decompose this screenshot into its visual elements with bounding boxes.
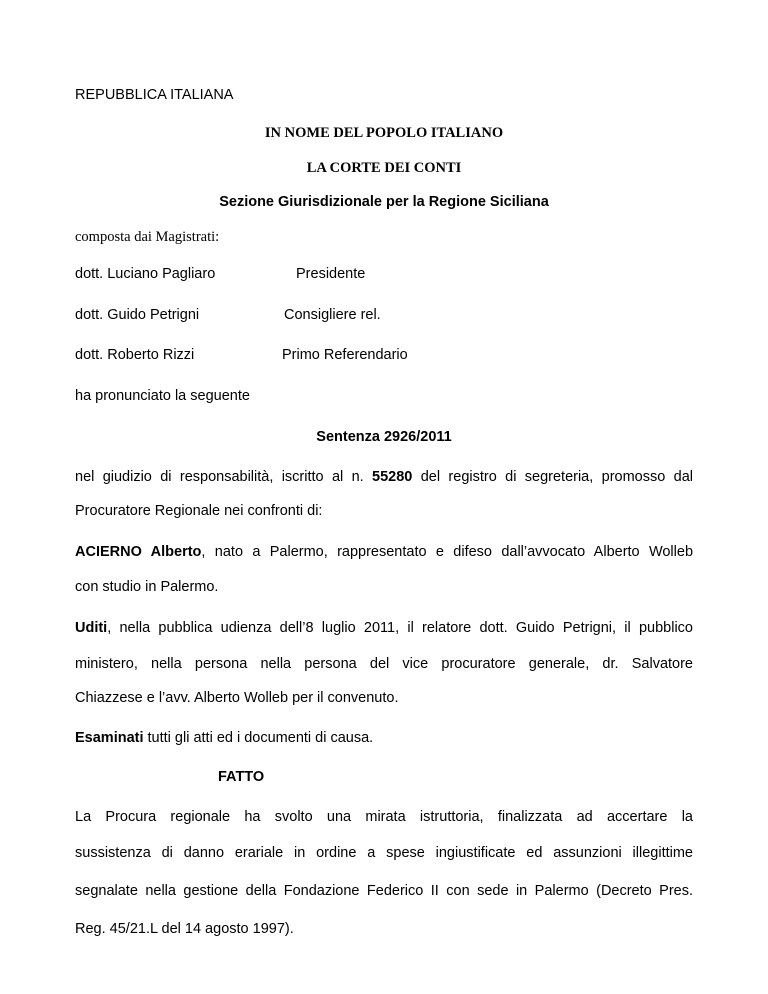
fatto-heading: FATTO <box>218 769 265 785</box>
pronounced-line: ha pronunciato la seguente <box>75 388 250 404</box>
section-heading: Sezione Giurisdizionale per la Regione Siciliana <box>219 194 549 210</box>
paragraph-line: Reg. 45/21.L del 14 agosto 1997). <box>75 921 294 937</box>
judge-name: dott. Luciano Pagliaro <box>75 266 216 282</box>
judge-name: dott. Roberto Rizzi <box>75 347 195 363</box>
paragraph-line: segnalate nella gestione della Fondazione Federico II con sede in Palermo (Decreto Pres. <box>75 883 693 899</box>
paragraph-line: nel giudizio di responsabilità, iscritto al n. 55280 del registro di segreteria, promosso dal <box>75 469 693 485</box>
paragraph-line: La Procura regionale ha svolto una mirata istruttoria, finalizzata ad accertare la <box>75 809 693 825</box>
paragraph-line: ACIERNO Alberto, nato a Palermo, rappresentato e difeso dall’avvocato Alberto Wolleb <box>75 544 694 560</box>
paragraph-line: Chiazzese e l’avv. Alberto Wolleb per il convenuto. <box>75 690 399 706</box>
court-heading: LA CORTE DEI CONTI <box>306 160 462 176</box>
paragraph-line: Procuratore Regionale nei confronti di: <box>75 503 323 519</box>
republic-heading: REPUBBLICA ITALIANA <box>75 87 234 103</box>
composition-intro: composta dai Magistrati: <box>75 229 220 245</box>
uditi-label: Uditi <box>75 620 108 636</box>
esaminati-label: Esaminati <box>75 730 144 746</box>
judge-role: Primo Referendario <box>282 347 408 363</box>
paragraph-line: Uditi, nella pubblica udienza dell’8 luglio 2011, il relatore dott. Guido Petrigni, il pubblico <box>75 620 693 636</box>
judge-role: Presidente <box>296 266 366 282</box>
judge-name: dott. Guido Petrigni <box>75 307 200 323</box>
case-number: 55280 <box>372 469 413 485</box>
defendant-name: ACIERNO Alberto <box>75 544 202 560</box>
sentence-title: Sentenza 2926/2011 <box>316 429 452 445</box>
people-heading: IN NOME DEL POPOLO ITALIANO <box>264 125 504 141</box>
paragraph-line: Esaminati tutti gli atti ed i documenti di causa. <box>75 730 374 746</box>
paragraph-line: ministero, nella persona nella persona del vice procuratore generale, dr. Salvatore <box>75 656 693 672</box>
paragraph-line: con studio in Palermo. <box>75 579 219 595</box>
paragraph-line: sussistenza di danno erariale in ordine a spese ingiustificate ed assunzioni illegittime <box>75 845 693 861</box>
judge-role: Consigliere rel. <box>284 307 381 323</box>
